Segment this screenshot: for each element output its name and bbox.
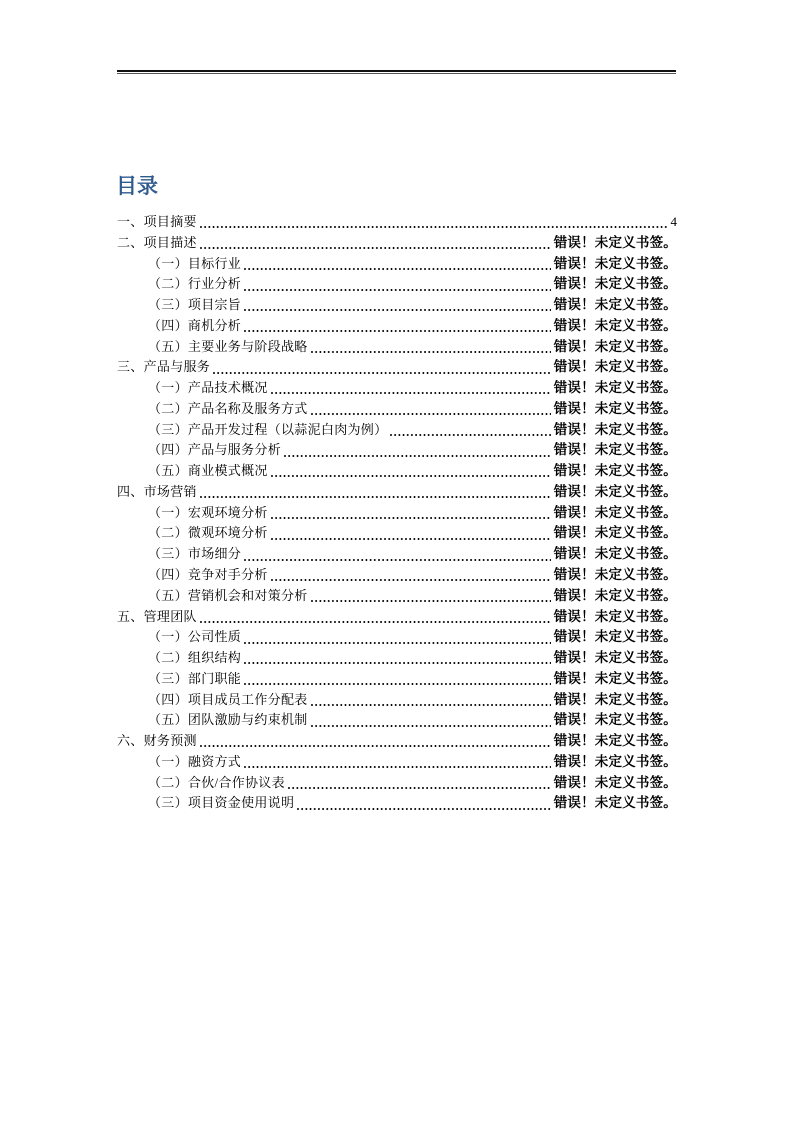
toc-entry[interactable] [117, 420, 677, 441]
toc-entry-label: （三）部门职能 [148, 670, 242, 686]
toc-entry-error-ref: 错误！未定义书签。 [553, 255, 677, 271]
toc-entry-error-ref: 错误！未定义书签。 [553, 753, 677, 769]
toc-entry-error-ref: 错误！未定义书签。 [553, 795, 677, 811]
toc-entry[interactable] [117, 565, 677, 586]
dot-leader [241, 274, 554, 295]
dot-leader [308, 690, 554, 711]
toc-entry-error-ref: 错误！未定义书签。 [553, 463, 677, 479]
toc-entry[interactable] [117, 793, 677, 814]
toc-entry-label: （三）项目宗旨 [148, 297, 242, 313]
toc-entry-label: （二）产品名称及服务方式 [148, 400, 308, 416]
toc-entry-label: （四）产品与服务分析 [148, 442, 282, 458]
toc-entry[interactable] [117, 316, 677, 337]
header-rule [117, 70, 676, 74]
toc-entry[interactable] [117, 503, 677, 524]
toc-entry-error-ref: 错误！未定义书签。 [553, 317, 677, 333]
toc-title: 目录 [116, 175, 158, 198]
dot-leader [268, 565, 554, 586]
toc-entry[interactable] [117, 357, 677, 378]
dot-leader [197, 607, 554, 628]
toc-entry[interactable] [117, 648, 677, 669]
toc-entry[interactable] [117, 295, 677, 316]
toc-entry-error-ref: 错误！未定义书签。 [553, 629, 677, 645]
dot-leader [197, 233, 554, 254]
toc-entry[interactable] [117, 254, 677, 275]
toc-entry-error-ref: 错误！未定义书签。 [553, 525, 677, 541]
dot-leader [308, 399, 554, 420]
toc-entry[interactable] [117, 523, 677, 544]
toc-entry-error-ref: 错误！未定义书签。 [553, 587, 677, 603]
toc-entry-error-ref: 错误！未定义书签。 [553, 338, 677, 354]
toc-entry[interactable] [117, 378, 677, 399]
dot-leader [210, 357, 554, 378]
toc-entry-error-ref: 错误！未定义书签。 [553, 650, 677, 666]
toc-entry-label: （一）公司性质 [148, 629, 242, 645]
toc-entry[interactable] [117, 731, 677, 752]
dot-leader [241, 254, 554, 275]
toc-entry[interactable] [117, 710, 677, 731]
toc-entry[interactable] [117, 586, 677, 607]
toc-entry[interactable] [117, 607, 677, 628]
toc-entry[interactable] [117, 544, 677, 565]
toc-entry-label: 三、产品与服务 [117, 359, 211, 375]
toc-entry-label: （一）目标行业 [148, 255, 242, 271]
toc-entry-error-ref: 错误！未定义书签。 [553, 483, 677, 499]
toc-entry[interactable] [117, 274, 677, 295]
dot-leader [268, 461, 554, 482]
toc-entry[interactable] [117, 482, 677, 503]
dot-leader [241, 669, 554, 690]
toc-entry[interactable] [117, 461, 677, 482]
toc-entry-label: （三）产品开发过程（以蒜泥白肉为例） [148, 421, 388, 437]
toc-entry-label: （五）团队激励与约束机制 [148, 712, 308, 728]
toc-entry[interactable] [117, 337, 677, 358]
toc-entry-label: （三）项目资金使用说明 [148, 795, 295, 811]
toc-list [117, 212, 677, 814]
toc-entry[interactable] [117, 669, 677, 690]
toc-entry-label: （二）合伙/合作协议表 [148, 774, 285, 790]
toc-entry-label: （五）主要业务与阶段战略 [148, 338, 308, 354]
dot-leader [197, 212, 671, 233]
toc-entry[interactable] [117, 627, 677, 648]
toc-entry-label: 一、项目摘要 [117, 214, 197, 229]
dot-leader [308, 337, 554, 358]
toc-entry-error-ref: 错误！未定义书签。 [553, 712, 677, 728]
toc-entry-label: 四、市场营销 [117, 483, 197, 499]
toc-entry-error-ref: 错误！未定义书签。 [553, 380, 677, 396]
toc-entry-label: （四）竞争对手分析 [148, 567, 268, 583]
toc-entry-error-ref: 错误！未定义书签。 [553, 774, 677, 790]
toc-entry-label: （二）微观环境分析 [148, 525, 268, 541]
dot-leader [268, 523, 554, 544]
dot-leader [308, 586, 554, 607]
toc-entry-label: 二、项目描述 [117, 234, 197, 250]
toc-entry-error-ref: 错误！未定义书签。 [553, 359, 677, 375]
toc-entry[interactable] [117, 212, 677, 233]
toc-entry-label: 五、管理团队 [117, 608, 197, 624]
toc-entry-label: （二）组织结构 [148, 650, 242, 666]
dot-leader [241, 544, 554, 565]
toc-entry[interactable] [117, 773, 677, 794]
toc-entry-label: （三）市场细分 [148, 546, 242, 562]
dot-leader [268, 503, 554, 524]
toc-entry-label: （二）行业分析 [148, 276, 242, 292]
dot-leader [241, 627, 554, 648]
dot-leader [197, 482, 554, 503]
toc-entry-error-ref: 错误！未定义书签。 [553, 400, 677, 416]
toc-entry[interactable] [117, 752, 677, 773]
toc-entry-error-ref: 错误！未定义书签。 [553, 733, 677, 749]
dot-leader [197, 731, 554, 752]
toc-entry[interactable] [117, 233, 677, 254]
toc-entry[interactable] [117, 440, 677, 461]
toc-entry-label: （一）融资方式 [148, 753, 242, 769]
toc-entry-label: （五）营销机会和对策分析 [148, 587, 308, 603]
toc-entry-error-ref: 错误！未定义书签。 [553, 442, 677, 458]
toc-entry-error-ref: 错误！未定义书签。 [553, 670, 677, 686]
toc-entry-error-ref: 错误！未定义书签。 [553, 276, 677, 292]
toc-entry-error-ref: 错误！未定义书签。 [553, 546, 677, 562]
dot-leader [281, 440, 554, 461]
dot-leader [241, 648, 554, 669]
dot-leader [268, 378, 554, 399]
dot-leader [387, 420, 553, 441]
toc-entry[interactable] [117, 399, 677, 420]
toc-entry[interactable] [117, 690, 677, 711]
toc-entry-label: （一）宏观环境分析 [148, 504, 268, 520]
toc-entry-error-ref: 错误！未定义书签。 [553, 691, 677, 707]
toc-entry-label: （四）项目成员工作分配表 [148, 691, 308, 707]
dot-leader [241, 316, 554, 337]
toc-entry-label: （五）商业模式概况 [148, 463, 268, 479]
toc-entry-label: （一）产品技术概况 [148, 380, 268, 396]
toc-entry-label: （四）商机分析 [148, 317, 242, 333]
dot-leader [294, 793, 553, 814]
dot-leader [308, 710, 554, 731]
toc-entry-error-ref: 错误！未定义书签。 [553, 504, 677, 520]
toc-entry-label: 六、财务预测 [117, 733, 197, 749]
toc-entry-error-ref: 错误！未定义书签。 [553, 297, 677, 313]
toc-entry-error-ref: 错误！未定义书签。 [553, 567, 677, 583]
dot-leader [241, 295, 554, 316]
dot-leader [241, 752, 554, 773]
toc-entry-error-ref: 错误！未定义书签。 [553, 608, 677, 624]
toc-entry-error-ref: 错误！未定义书签。 [553, 421, 677, 437]
toc-entry-error-ref: 错误！未定义书签。 [553, 234, 677, 250]
toc-entry-page-number: 4 [670, 214, 677, 229]
dot-leader [285, 773, 554, 794]
